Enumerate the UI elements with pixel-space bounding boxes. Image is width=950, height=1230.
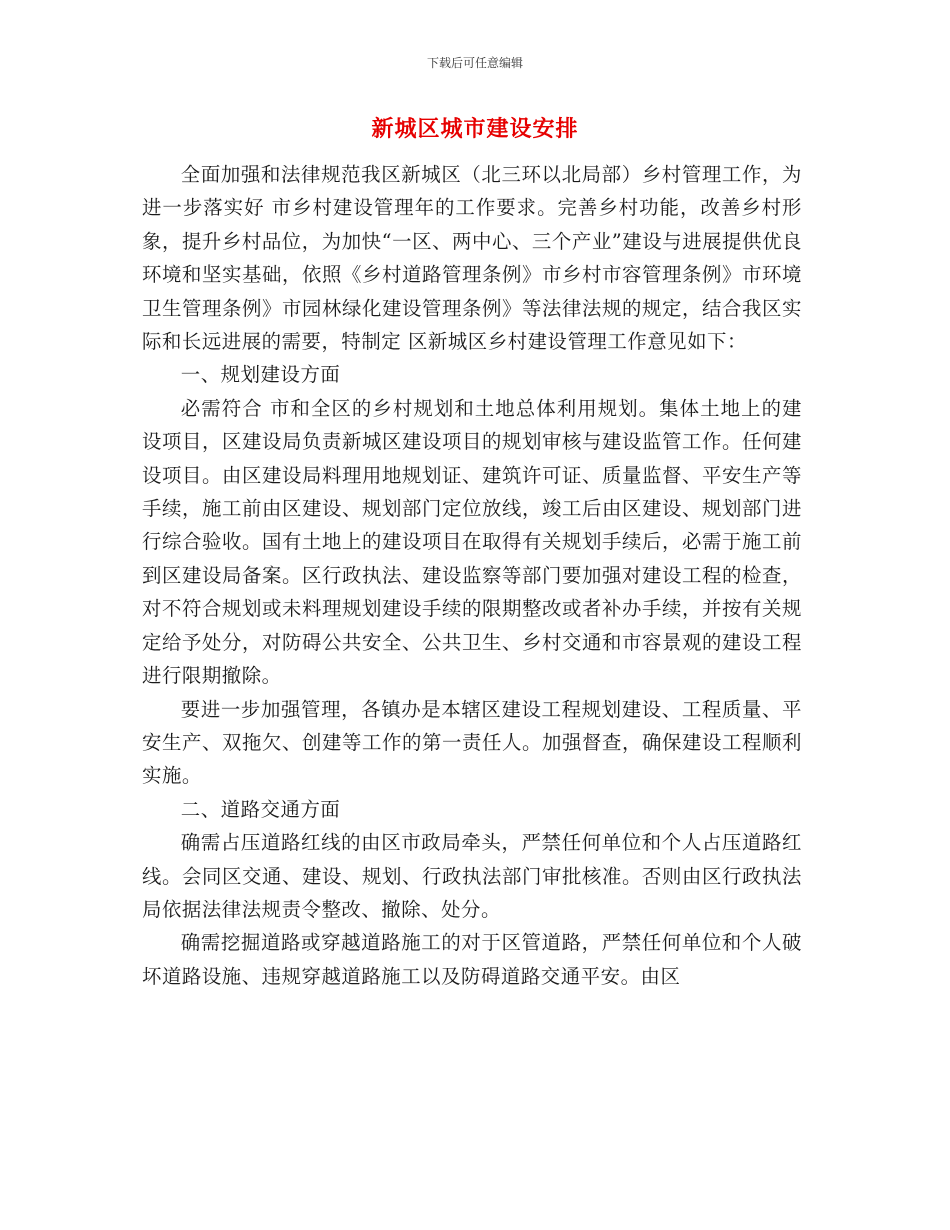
document-title: 新城区城市建设安排: [371, 116, 579, 142]
paragraph-planning-management: 要进一步加强管理，各镇办是本辖区建设工程规划建设、工程质量、平安生产、双拖欠、创建等工作的第一责任人。加强督查，确保建设工程顺利实施。: [142, 697, 802, 788]
document-body: [142, 158, 802, 993]
page-header: 下载后可任意编辑: [426, 56, 523, 70]
paragraph-road-redline: 确需占压道路红线的由区市政局牵头，严禁任何单位和个人占压道路红线。会同区交通、建设、规划、行政执法部门审批核准。否则由区行政执法局依据法律法规责令整改、撤除、处分。: [142, 831, 802, 921]
section-heading-planning: 一、规划建设方面: [180, 363, 341, 387]
section-heading-traffic: 二、道路交通方面: [180, 797, 341, 821]
paragraph-road-excavation: 确需挖掘道路或穿越道路施工的对于区管道路，严禁任何单位和个人破坏道路设施、违规穿越道路施工以及防碍道路交通平安。由区: [142, 931, 802, 988]
paragraph-intro: 全面加强和法律规范我区新城区（北三环以北局部）乡村管理工作，为进一步落实好 市乡村建设管理年的工作要求。完善乡村功能，改善乡村形象，提升乡村品位，为加快“一区、两中心、三个产业”建设与进展提供优良环境和坚实基础，依照《乡村道路管理条例》市乡村市容管理条例》市环境卫生管理条例》市园林绿化建设管理条例》等法律法规的规定，结合我区实际和长远进展的需要，特制定 区新城区乡村建设管理工作意见如下：: [142, 163, 802, 354]
paragraph-planning-rules: 必需符合 市和全区的乡村规划和土地总体利用规划。集体土地上的建设项目，区建设局负责新城区建设项目的规划审核与建设监管工作。任何建设项目。由区建设局料理用地规划证、建筑许可证、质量监督、平安生产等手续，施工前由区建设、规划部门定位放线，竣工后由区建设、规划部门进行综合验收。国有土地上的建设项目在取得有关规划手续后，必需于施工前到区建设局备案。区行政执法、建设监察等部门要加强对建设工程的检查，对不符合规划或未料理规划建设手续的限期整改或者补办手续，并按有关规定给予处分，对防碍公共安全、公共卫生、乡村交通和市容景观的建设工程进行限期撤除。: [142, 396, 802, 688]
